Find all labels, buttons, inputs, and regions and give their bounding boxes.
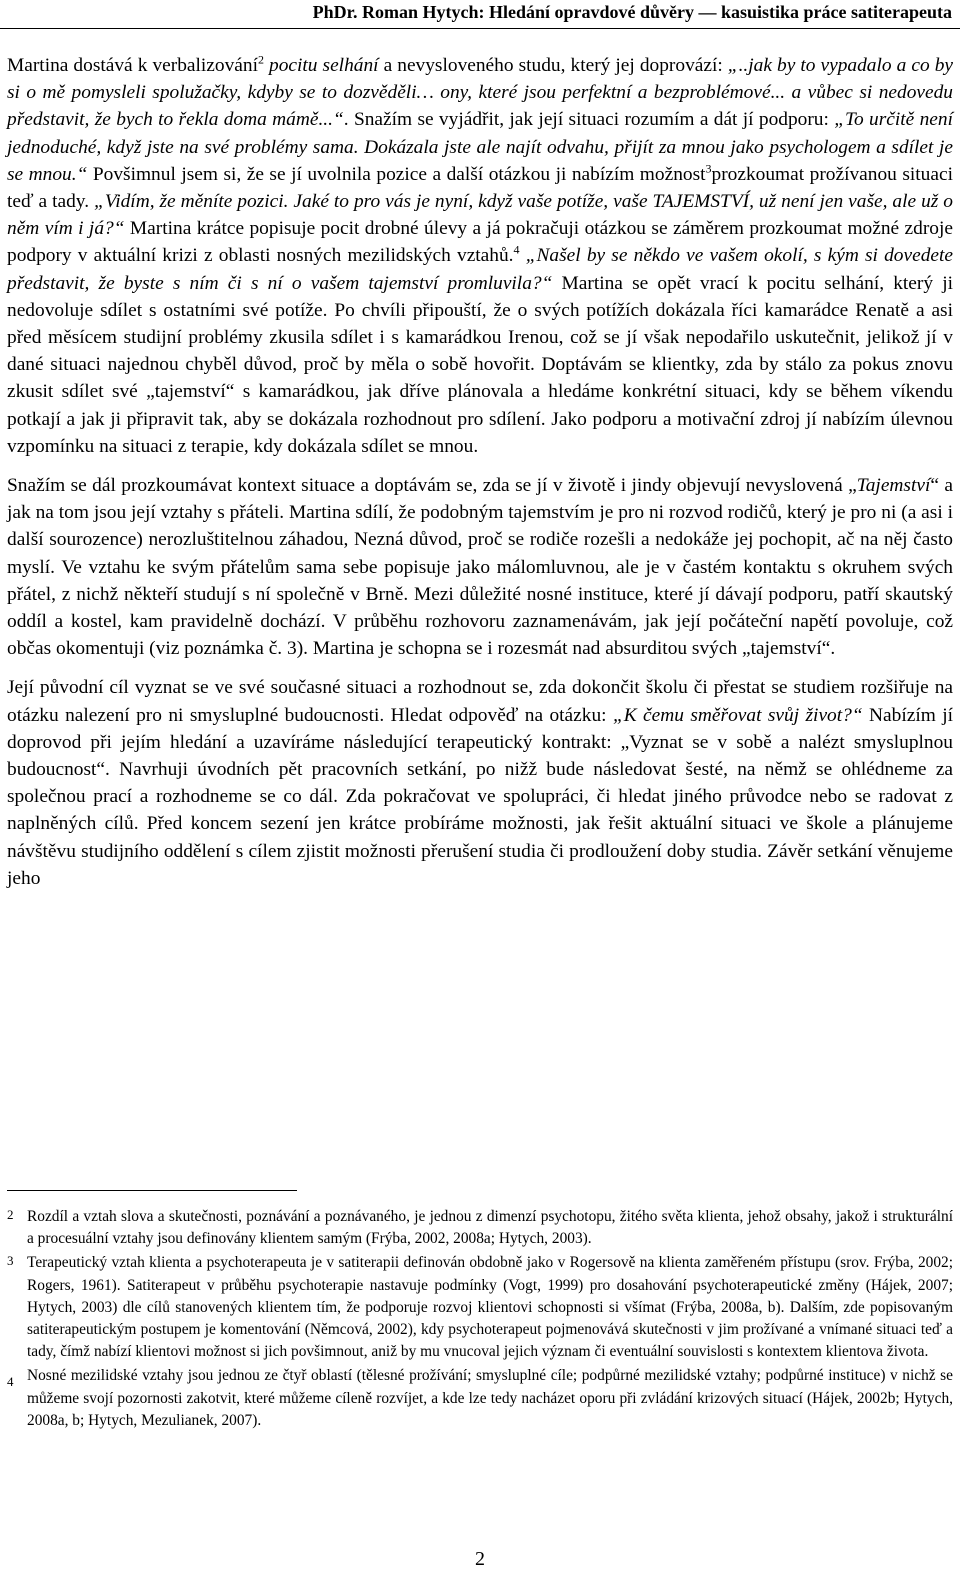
footnote-number: 3 xyxy=(7,1253,14,1269)
italic-run: „Vidím, že měníte pozici. Jaké to pro vás je nyní, když vaše potíže, vaše TAJEMSTVÍ, už není jen vaše, ale už o něm vím i já?“ xyxy=(7,191,953,240)
text-run: Martina krátce popisuje pocit drobné úlevy a já pokračuji otázkou se záměrem prozkoumat možné zdroje podpory v aktuální krizi z oblasti nosných mezilidských vztahů. xyxy=(7,218,953,267)
italic-run: pocitu selhání xyxy=(269,55,379,76)
footnote-number: 4 xyxy=(7,1374,14,1390)
header-divider xyxy=(0,28,960,29)
footnote-ref: 4 xyxy=(513,242,520,257)
page-number: 2 xyxy=(475,1548,485,1570)
footnote-ref: 2 xyxy=(257,52,264,67)
footnote xyxy=(7,1206,953,1250)
paragraph xyxy=(7,52,953,460)
footnote-text: Terapeutický vztah klienta a psychoterapeuta je v satiterapii definován obdobně jako v Rogersově na klienta zaměřeném přístupu (srov. Frýba, 2002; Rogers, 1961). Satiterapeut v průběhu psychoterapie nastavuje podmínky (Vogt, 1999) pro dosahování psychoterapeutické změny (Hájek, 2007; Hytych, 2003) dle cílů stanovených klientem tím, že podporuje rozvoj klientovi schopnosti si všímat (Frýba, 2008a, b). Dalším, zde popisovaným satiterapeutickým postupem je komentování (Němcová, 2002), kdy psychoterapeut pojmenovává skutečnosti v jim prožívané a vnímané situaci teď a tady, čímž nabízí klientovi možnost si jich povšimnout, aniž by mu vnucoval jejich význam či eventuální souvislosti s kontextem klientova života. xyxy=(27,1254,953,1361)
italic-run: „To určitě není jednoduché, když jste na své problémy sama. Dokázala jste ale najít odvahu, přijít za mnou jako psychologem a sdílet je se mnou.“ xyxy=(7,109,953,185)
text-run: Martina dostává k verbalizování xyxy=(7,55,258,76)
footnote-ref: 3 xyxy=(705,161,712,176)
running-header: PhDr. Roman Hytych: Hledání opravdové důvěry — kasuistika práce satiterapeuta xyxy=(312,2,952,22)
text-run: . Snažím se vyjádřit, jak její situaci rozumím a dát jí podporu: xyxy=(343,109,835,131)
text-run: prozkoumat prožívanou situaci teď a tady. xyxy=(7,163,953,213)
text-run: “ a jak na tom jsou její vztahy s přáteli. Martina sdílí, že podobným tajemstvím je pro ni rozvod rodičů, který je pro ni (a asi i další sourozence) nerozluštitelnou záhadou, Nezná důvod, proč se rodiče rozešli a nedokáže jej pochopit, ač na něj často myslí. Ve vztahu ke svým přátelům sama sebe popisuje jako málomluvnou, ale je v častém kontaktu s okruhem svých přátel, z nichž někteří studují s ní společně v Brně. Mezi důležité nosné instituce, které jí dávají podporu, patří skautský oddíl a kostel, kam pravidelně dochází. V průběhu rozhovoru zaznamenávám, jak její počáteční napětí povoluje, což občas okomentuji (viz poznámka č. 3). Martina je schopna se i rozesmát nad absurditou svých „tajemství“. xyxy=(7,475,953,660)
footnote-text: Nosné mezilidské vztahy jsou jednou ze čtyř oblastí (tělesné prožívání; smysluplné cíle; podpůrné mezilidské vztahy; podpůrné instituce) v nichž se můžeme svojí pozornosti zakotvit, které můžeme cíleně rozvíjet, a kde lze tedy nacházet oporu při zvládání krizových situací (Hájek, 2002b; Hytych, 2008a, b; Hytych, Mezulianek, 2007). xyxy=(27,1367,953,1429)
footnote-text: Rozdíl a vztah slova a skutečnosti, poznávání a poznávaného, je jednou z dimenzí psychotopu, žitého světa klienta, jehož obsahy, jakož i strukturální a procesuální vztahy jsou definovány klientem samým (Frýba, 2002, 2008a; Hytych, 2003). xyxy=(27,1208,953,1248)
footnotes xyxy=(7,1206,953,1434)
footnote-number: 2 xyxy=(7,1207,14,1222)
paragraph xyxy=(7,472,953,662)
footnote xyxy=(7,1365,953,1432)
italic-run: „..jak by to vypadalo a co by si o mě pomysleli spolužačky, kdyby se to dozvěděli… ony, které jsou perfektní a bezproblémové... a vůbec si nedovedu představit, že bych to řekla doma mámě...“ xyxy=(7,55,953,131)
footnote xyxy=(7,1252,953,1363)
italic-run: Tajemství xyxy=(856,475,931,497)
text-run: Snažím se dál prozkoumávat kontext situace a doptávám se, zda se jí v životě i jindy objevují nevyslovená „ xyxy=(7,475,857,497)
text-run: a nevysloveného studu, který jej doprovází: xyxy=(378,55,728,76)
text-run: Nabízím jí doprovod při jejím hledání a uzavíráme následující terapeutický kontrakt: „Vyznat se v sobě a nalézt smysluplnou budoucnost“. Navrhuji úvodních pět pracovních setkání, po nižž bude následovat šesté, na němž se ohlédneme za společnou prací a rozhodneme se co dál. Zda pokračovat ve spolupráci, či hledat jiného průvodce nebo se radovat z naplněných cílů. Před koncem sezení jen krátce probíráme možnosti, jak řešit aktuální situaci ve škole a plánujeme návštěvu studijního oddělení s cílem zjistit možnosti přerušení studia či prodloužení doby studia. Závěr setkání věnujeme jeho xyxy=(7,704,953,889)
italic-run: „K čemu směřovat svůj život?“ xyxy=(612,704,863,726)
text-run: Její původní cíl vyznat se ve své současné situaci a rozhodnout se, zda dokončit školu či přestat se studiem rozšiřuje na otázku nalezení pro ni smysluplné budoucnosti. Hledat odpověď na otázku: xyxy=(7,677,953,726)
footnote-divider xyxy=(7,1190,297,1191)
main-text xyxy=(7,52,953,904)
text-run: Povšimnul jsem si, že se jí uvolnila pozice a další otázkou ji nabízím možnost xyxy=(87,163,706,185)
italic-run: „Našel by se někdo ve vašem okolí, s kým si dovedete představit, že byste s ním či s ní o vašem tajemství promluvila?“ xyxy=(7,245,953,294)
paragraph xyxy=(7,674,953,892)
text-run: Martina se opět vrací k pocitu selhání, který ji nedovoluje sdílet s ostatními své potíže. Po chvíli připouští, že o svých potížích dokázala říci kamarádce Renatě a asi před měsícem studijní problémy zkusila sdílet i s kamarádkou Irenou, což se jí však nepodařilo uskutečnit, jelikož jí v dané situaci najednou chyběl důvod, proč by měla o sobě hovořit. Doptávám se klientky, zda by stálo za pokus znovu zkusit sdílet své „tajemství“ s kamarádkou, jak dříve plánovala a hledáme konkrétní situaci, kdy se během víkendu potkají a jak ji připravit tak, aby se dokázala rozhodnout pro sdílení. Jako podporu a motivační zdroj jí nabízím úlevnou vzpomínku na situaci z terapie, kdy dokázala sdílet se mnou. xyxy=(7,272,953,457)
